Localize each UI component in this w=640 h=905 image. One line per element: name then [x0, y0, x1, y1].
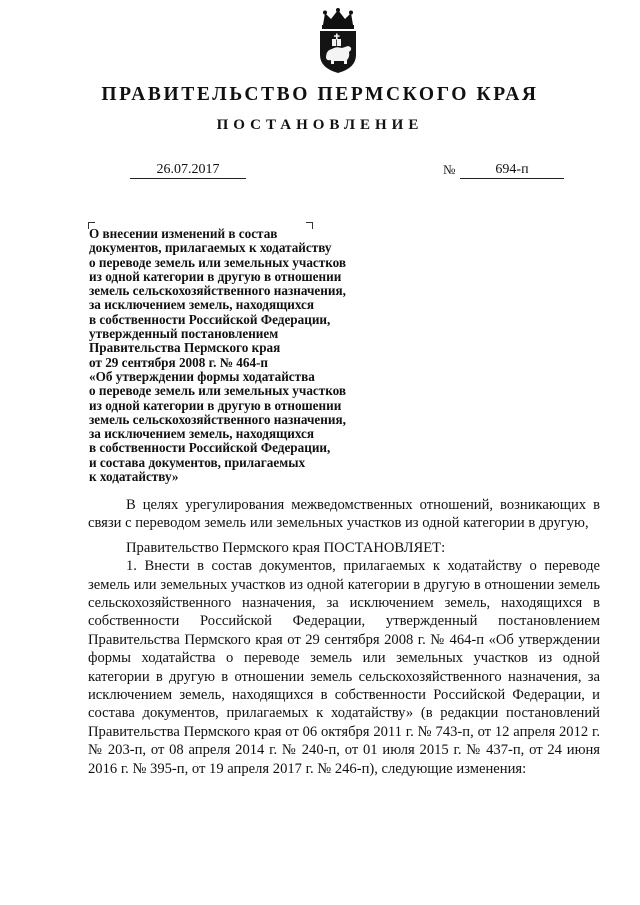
subject-line: в собственности Российской Федерации,: [89, 311, 331, 327]
subject-line: из одной категории в другую в отношении: [89, 268, 342, 284]
subject-line: земель сельскохозяйственного назначения,: [89, 283, 346, 299]
subject-line: за исключением земель, находящихся: [89, 297, 315, 313]
subject-line: о переводе земель или земельных участков: [89, 383, 347, 399]
subject-line: О внесении изменений в состав: [89, 226, 278, 241]
preamble-paragraph: В целях урегулирования межведомственных отношений, возникающих в связи с переводом земель или земельных участков из одной категории в другую,: [88, 497, 600, 532]
subject-line: о переводе земель или земельных участков: [89, 254, 347, 270]
document-type-title: ПОСТАНОВЛЕНИЕ: [216, 117, 424, 133]
subject-line: утвержденный постановлением: [89, 326, 279, 342]
document-subject: [89, 227, 409, 484]
document-date: 26.07.2017: [130, 162, 246, 179]
subject-line: за исключением земель, находящихся: [89, 426, 315, 442]
resolution-paragraph: Правительство Пермского края ПОСТАНОВЛЯЕТ:: [126, 539, 446, 556]
perm-krai-coat-of-arms-icon: [311, 8, 365, 74]
subject-line: Правительства Пермского края: [89, 340, 281, 356]
subject-line: от 29 сентября 2008 г. № 464-п: [89, 354, 269, 370]
subject-line: к ходатайству»: [89, 469, 179, 485]
item-1-paragraph: 1. Внести в состав документов, прилагаемых к ходатайству о переводе земель или земельных участков из одной категории в другую в отношении земель сельскохозяйственного назначения, за исключением земель, находящихся в собственности Российской Федерации, утвержденный постановлением Правительства Пермского края от 29 сентября 2008 г. № 464-п «Об утверждении формы ходатайства о переводе земель или земельных участков из одной категории в другую в отношении земель сельскохозяйственного назначения, за исключением земель, находящихся в собственности Российской Федерации, и состава документов, прилагаемых к ходатайству» (в редакции постановлений Правительства Пермского края от 06 октября 2011 г. № 743-п, от 12 апреля 2012 г. № 203-п, от 08 апреля 2014 г. № 240-п, от 01 июля 2015 г. № 437-п, от 24 июня 2016 г. № 395-п, от 19 апреля 2017 г. № 246-п), следующие изменения:: [88, 558, 600, 777]
subject-line: «Об утверждении формы ходатайства: [89, 368, 315, 384]
subject-line: земель сельскохозяйственного назначения,: [89, 411, 346, 427]
subject-line: в собственности Российской Федерации,: [89, 440, 331, 456]
subject-line: из одной категории в другую в отношении: [89, 397, 342, 413]
document-number: 694-п: [460, 162, 564, 179]
document-body: [88, 496, 600, 778]
subject-line: и состава документов, прилагаемых: [89, 454, 306, 470]
subject-line: документов, прилагаемых к ходатайству: [89, 240, 332, 256]
number-sign: №: [443, 162, 456, 177]
government-title: ПРАВИТЕЛЬСТВО ПЕРМСКОГО КРАЯ: [101, 84, 539, 105]
